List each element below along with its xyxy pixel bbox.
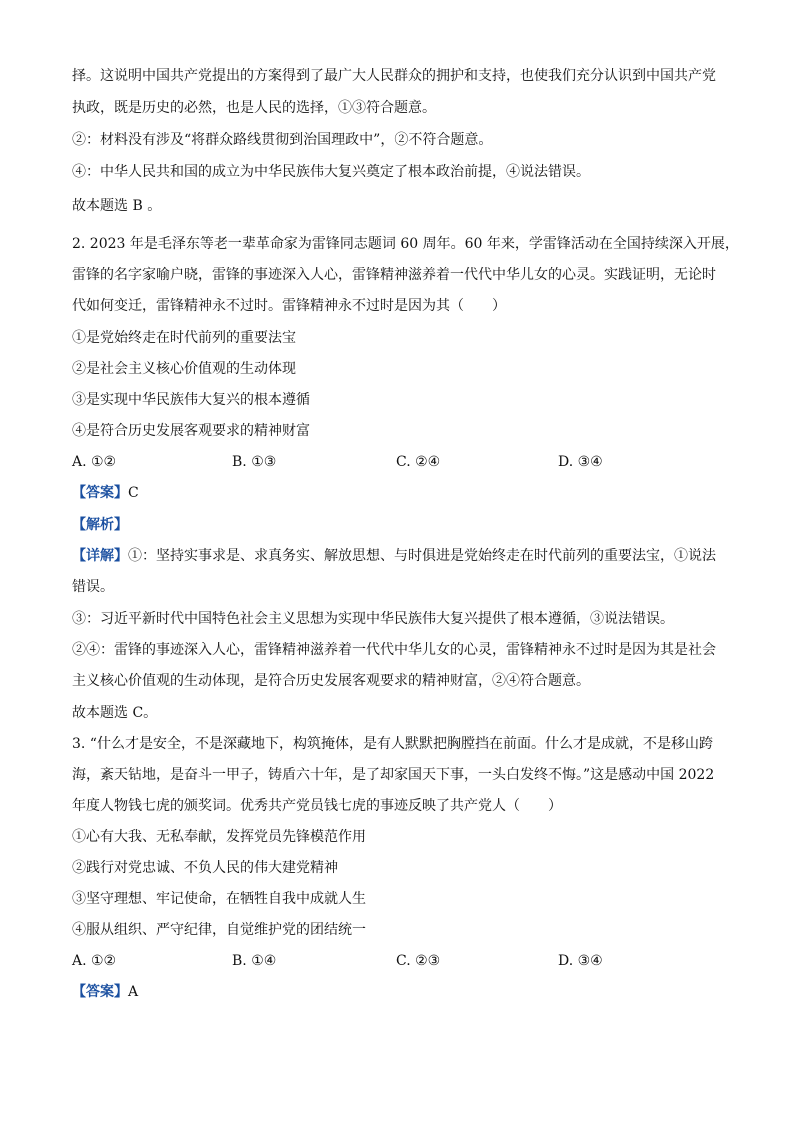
analysis-heading [72,515,732,535]
analysis-tag: 【解析】 [72,517,128,533]
statement-item: ④服从组织、严守纪律，自觉维护党的团结统一 [72,922,366,938]
question-2-stem: 代如何变迁，雷锋精神永不过时。雷锋精神永不过时是因为其（ ） [72,298,506,314]
text-line: ②：材料没有涉及“将群众路线贯彻到治国理政中”，②不符合题意。 [72,132,493,148]
conclusion-line: 故本题选 B 。 [72,198,162,214]
option-c: C. ②④ [396,454,441,470]
question-2-stem: 雷锋的名字家喻户晓，雷锋的事迹深入人心，雷锋精神滋养着一代代中华儿女的心灵。实践证明，无论时 [72,267,716,283]
question-2-stem: 2. 2023 年是毛泽东等老一辈革命家为雷锋同志题词 60 周年。60 年来，学雷锋活动在全国持续深入开展， [72,236,739,252]
text-line: 择。这说明中国共产党提出的方案得到了最广大人民群众的拥护和支持，也使我们充分认识到中国共产党 [72,68,716,84]
statement-item: ③坚守理想、牢记使命，在牺牲自我中成就人生 [72,891,366,907]
statement-item: ③是实现中华民族伟大复兴的根本遵循 [72,392,310,408]
question-3-stem: 3. “什么才是安全，不是深藏地下，构筑掩体，是有人默默把胸膛挡在前面。什么才是成就，不是移山跨 [72,736,713,752]
conclusion-line: 故本题选 C。 [72,705,158,721]
detail-line: 主义核心价值观的生动体现，是符合历史发展客观要求的精神财富，②④符合题意。 [72,673,590,689]
detail-text: ①：坚持实事求是、求真务实、解放思想、与时俱进是党始终走在时代前列的重要法宝，①说法 [128,548,716,564]
text-line: 执政，既是历史的必然，也是人民的选择，①③符合题意。 [72,100,436,116]
option-a: A. ①② [72,454,117,470]
answer-line [72,982,732,1002]
option-a: A. ①② [72,953,117,969]
detail-line: 错误。 [72,579,114,595]
statement-item: ②践行对党忠诚、不负人民的伟大建党精神 [72,860,338,876]
answer-value: C [128,485,139,501]
statement-item: ①是党始终走在时代前列的重要法宝 [72,330,296,346]
option-b: B. ①④ [232,953,277,969]
detail-line: ③：习近平新时代中国特色社会主义思想为实现中华民族伟大复兴提供了根本遵循，③说法错误。 [72,611,674,627]
answer-tag: 【答案】 [72,984,128,1000]
detail-tag: 【详解】 [72,548,128,564]
question-3-stem: 年度人物钱七虎的颁奖词。优秀共产党员钱七虎的事迹反映了共产党人（ ） [72,798,562,814]
statement-item: ④是符合历史发展客观要求的精神财富 [72,423,310,439]
answer-tag: 【答案】 [72,485,128,501]
detail-line [72,546,732,566]
detail-line: ②④：雷锋的事迹深入人心，雷锋精神滋养着一代代中华儿女的心灵，雷锋精神永不过时是因为其是社会 [72,642,716,658]
statement-item: ①心有大我、无私奉献，发挥党员先锋模范作用 [72,829,366,845]
option-c: C. ②③ [396,953,441,969]
answer-value: A [128,984,139,1000]
question-3-stem: 海，紊天钻地，是奋斗一甲子，铸盾六十年，是了却家国天下事，一头白发终不悔。”这是感动中国 2022 [72,767,715,783]
option-b: B. ①③ [232,454,277,470]
option-d: D. ③④ [558,953,603,969]
answer-line [72,483,732,503]
option-d: D. ③④ [558,454,603,470]
statement-item: ②是社会主义核心价值观的生动体现 [72,361,296,377]
text-line: ④：中华人民共和国的成立为中华民族伟大复兴奠定了根本政治前提，④说法错误。 [72,164,590,180]
